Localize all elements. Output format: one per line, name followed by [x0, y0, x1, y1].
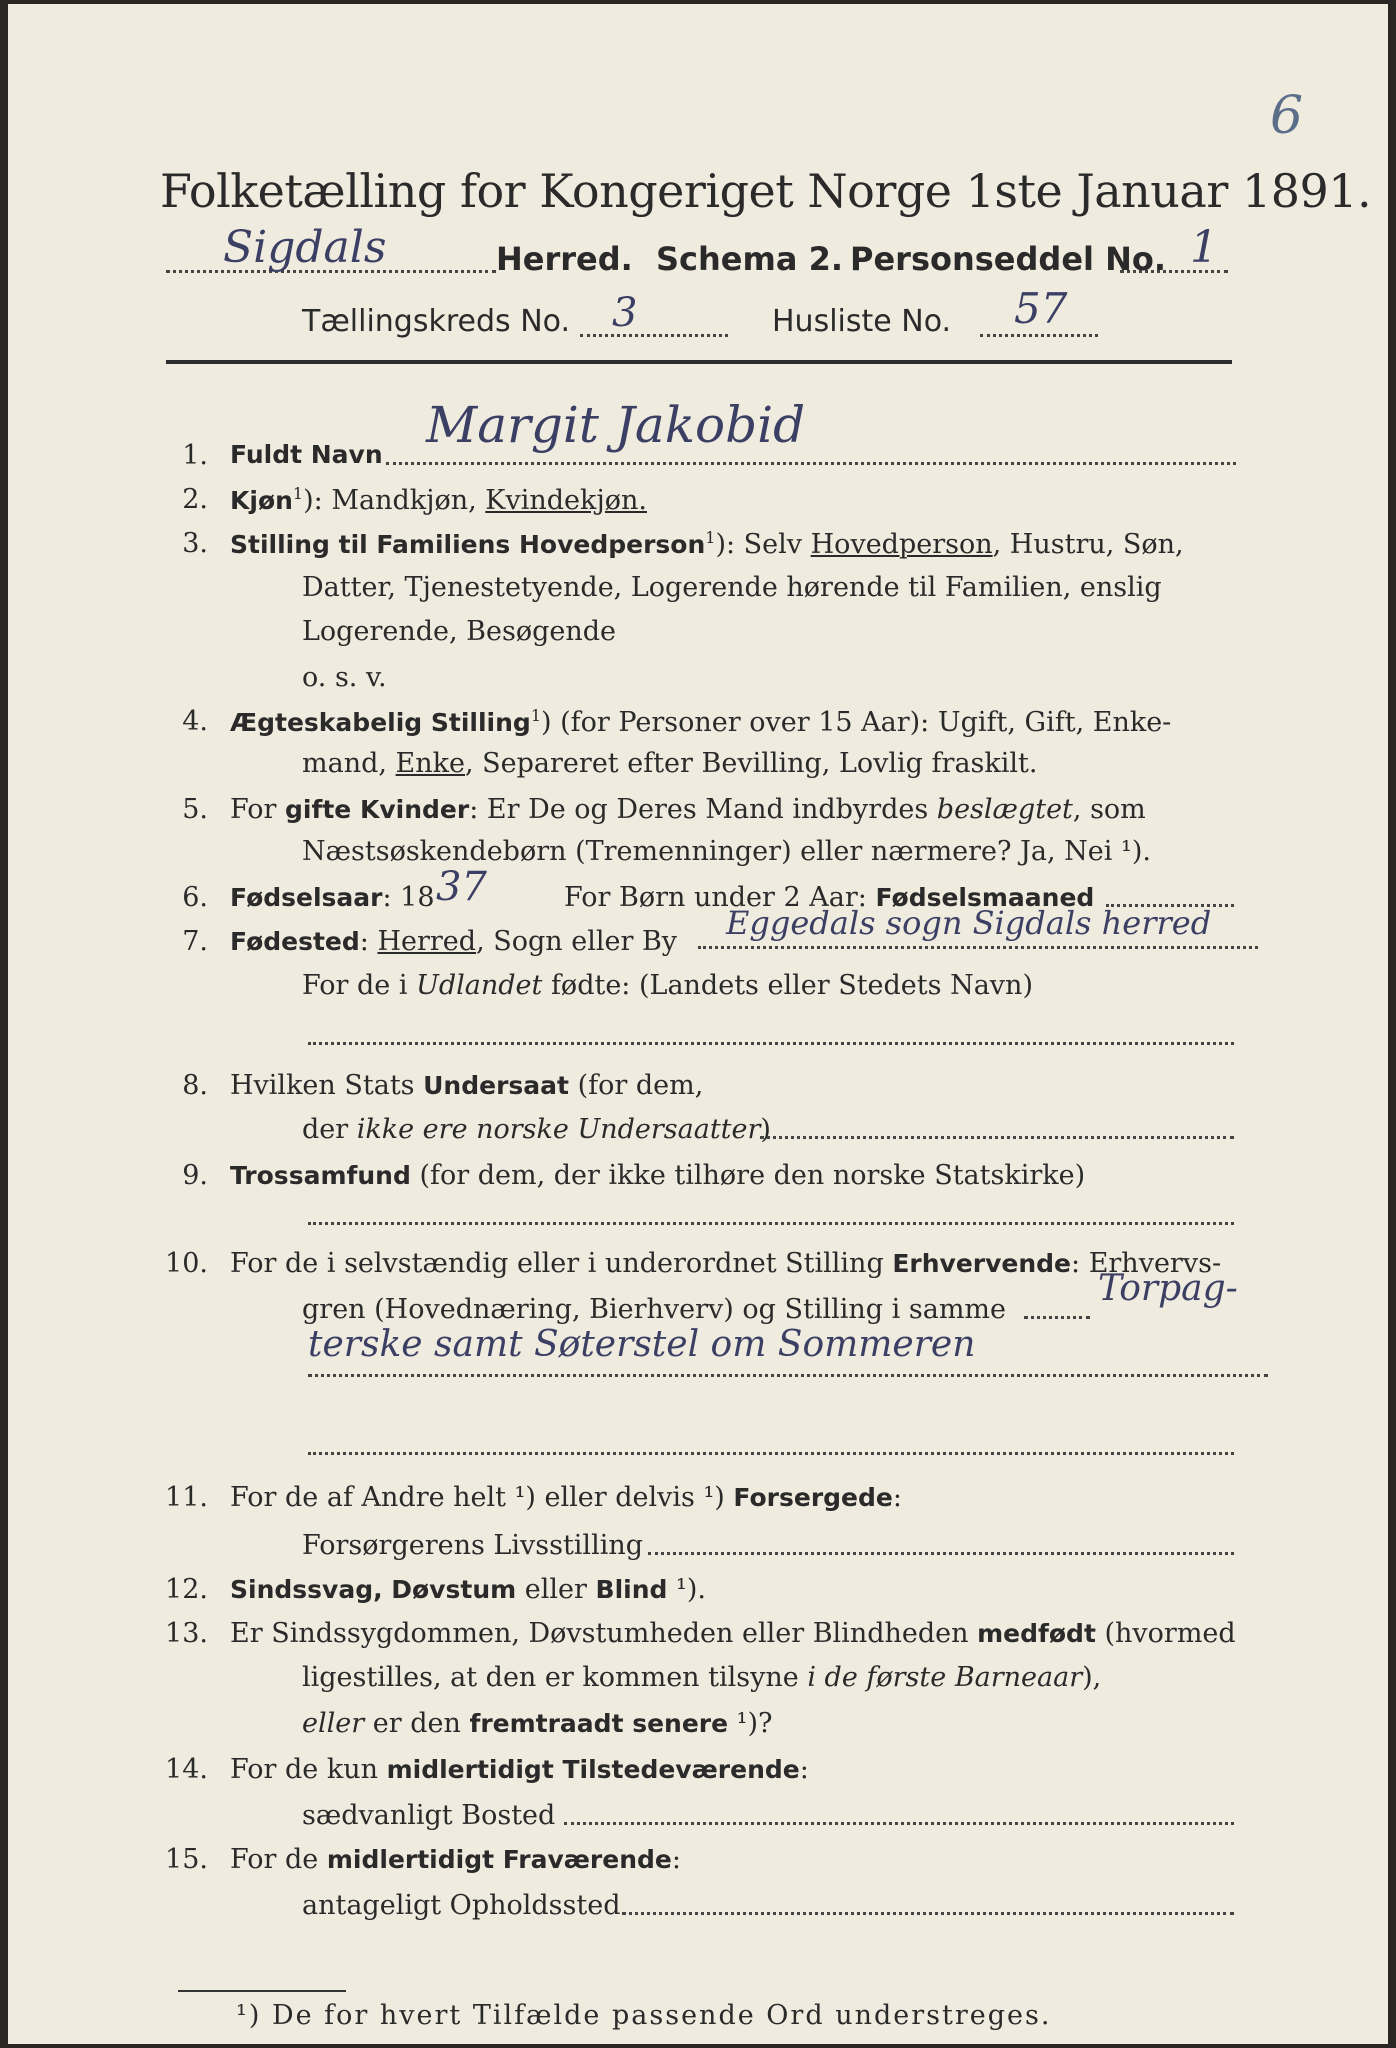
q13-text: Er Sindssygdommen, Døvstumheden eller Blindheden: [230, 1618, 978, 1649]
q15-text: For de: [230, 1844, 327, 1875]
q12-line: [230, 1574, 706, 1605]
q13-number: 13.: [165, 1618, 208, 1649]
q1-number: 1.: [182, 440, 208, 471]
q14-line2: sædvanligt Bosted: [302, 1800, 556, 1831]
q4-marked: Enke: [395, 748, 465, 779]
q7-marked: Herred: [377, 926, 477, 957]
herred-label: Herred.: [496, 240, 633, 278]
q4-line1: [230, 706, 1171, 738]
husliste-value: 57: [1014, 284, 1068, 333]
q3-text-a: ): Selv: [715, 529, 811, 560]
q10-number: 10.: [165, 1248, 208, 1279]
q8-dots: [760, 1136, 1234, 1139]
q5-label: gifte Kvinder: [285, 795, 470, 824]
q13-line3-b: ¹)?: [728, 1708, 773, 1739]
personseddel-label: Personseddel No.: [850, 240, 1167, 278]
q4-text: ) (for Personer over 15 Aar): Ugift, Gift, Enke-: [541, 707, 1172, 738]
q15-dots: [622, 1912, 1234, 1915]
q12-number: 12.: [165, 1574, 208, 1605]
footnote-rule: [178, 1990, 346, 1992]
q2-text: ): Mandkjøn,: [303, 485, 486, 516]
q7-line2: [302, 970, 1033, 1001]
corner-mark: 6: [1270, 86, 1304, 146]
q14-dots: [564, 1822, 1234, 1825]
q3-label: Stilling til Familiens Hovedperson: [230, 530, 706, 559]
q11-line1: [230, 1482, 902, 1513]
q3-line1: [230, 528, 1184, 560]
q3-marked: Hovedperson: [810, 529, 993, 560]
q15-text-b: :: [671, 1844, 681, 1875]
q6-line: [230, 882, 435, 913]
q4-line2-b: , Separeret efter Bevilling, Lovlig fraskilt.: [465, 748, 1038, 779]
q4-line2: [302, 748, 1037, 779]
q1-label: Fuldt Navn: [230, 440, 383, 469]
q8-line2-it: ikke ere norske Undersaatter: [356, 1114, 761, 1145]
q4-label: Ægteskabelig Stilling: [230, 708, 531, 737]
q5-line1: [230, 794, 1146, 825]
q8-line2-a: der: [302, 1114, 357, 1145]
q7-line1: [230, 926, 677, 957]
q2-line: [230, 484, 647, 516]
kreds-label: Tællingskreds No.: [302, 304, 570, 339]
q11-line2: Forsørgerens Livsstilling: [302, 1530, 644, 1561]
q13-line2: [302, 1662, 1101, 1693]
q1-answer: Margit Jakobid: [426, 396, 806, 454]
q13-line3-it: eller: [302, 1708, 365, 1739]
q2-marked: Kvindekjøn.: [485, 485, 647, 516]
census-form-page: [8, 4, 1388, 2044]
q8-text: Hvilken Stats: [230, 1070, 424, 1101]
q13-line2-a: ligestilles, at den er kommen tilsyne: [302, 1662, 808, 1693]
q10-line1: [230, 1248, 1221, 1279]
schema-label: Schema 2.: [656, 240, 843, 278]
q14-line1: [230, 1754, 809, 1785]
q5-line2: Næstsøskendebørn (Tremenninger) eller nærmere? Ja, Nei ¹).: [302, 836, 1151, 867]
q11-text: For de af Andre helt ¹) eller delvis ¹): [230, 1482, 734, 1513]
q10-text: For de i selvstændig eller i underordnet Stilling: [230, 1248, 893, 1279]
q13-line1: [230, 1618, 1236, 1649]
kreds-dots: [580, 334, 728, 337]
q15-line1: [230, 1844, 681, 1875]
q2-sup: 1: [292, 484, 304, 503]
q2-number: 2.: [182, 484, 208, 515]
q8-line2: [302, 1114, 771, 1145]
q12-label2: Blind: [595, 1575, 668, 1604]
q7-dots2: [308, 1042, 1234, 1045]
q3-line4: o. s. v.: [302, 662, 387, 693]
q15-line2: antageligt Opholdssted: [302, 1890, 621, 1921]
kreds-value: 3: [612, 290, 638, 336]
q10-dots2: [308, 1374, 1268, 1377]
q5-text-it: beslægtet: [936, 794, 1073, 825]
q8-label: Undersaat: [423, 1071, 569, 1100]
q15-number: 15.: [165, 1844, 208, 1875]
q15-label: midlertidigt Fraværende: [326, 1845, 672, 1874]
q4-line2-a: mand,: [302, 748, 396, 779]
personseddel-value: 1: [1190, 222, 1218, 273]
q12-text-b: ¹).: [667, 1574, 706, 1605]
q10-text-b: : Erhvervs-: [1071, 1248, 1222, 1279]
husliste-dots: [980, 334, 1098, 337]
q13-label: medfødt: [977, 1619, 1096, 1648]
q6-answer: 37: [436, 864, 487, 910]
q9-number: 9.: [182, 1160, 208, 1191]
herred-value: Sigdals: [223, 222, 387, 273]
q14-number: 14.: [165, 1754, 208, 1785]
q8-line1: [230, 1070, 703, 1101]
q8-text-b: (for dem,: [568, 1070, 704, 1101]
q11-text-b: :: [892, 1482, 902, 1513]
husliste-label: Husliste No.: [772, 304, 952, 339]
q7-label: Fødested: [230, 927, 360, 956]
q13-line2-b: ),: [1082, 1662, 1102, 1693]
q7-line2-a: For de i: [302, 970, 417, 1001]
q3-line3: Logerende, Besøgende: [302, 616, 616, 647]
q13-line3-label: fremtraadt senere: [469, 1709, 729, 1738]
q3-line2: Datter, Tjenestetyende, Logerende hørende til Familien, enslig: [302, 572, 1162, 603]
q11-label: Forsergede: [733, 1483, 893, 1512]
q14-label: midlertidigt Tilstedeværende: [386, 1755, 800, 1784]
q9-text: (for dem, der ikke tilhøre den norske Statskirke): [410, 1160, 1086, 1191]
q8-number: 8.: [182, 1070, 208, 1101]
q6-prefix: : 18: [382, 882, 435, 913]
q7-dots: [698, 946, 1258, 949]
q7-text-a: :: [359, 926, 378, 957]
q1-dots: [386, 462, 1236, 465]
q11-dots: [648, 1552, 1234, 1555]
q3-number: 3.: [182, 528, 208, 559]
q9-line1: [230, 1160, 1085, 1191]
q12-text: eller: [516, 1574, 596, 1605]
q13-line2-it: i de første Barneaar: [807, 1662, 1083, 1693]
q10-dots3: [308, 1452, 1234, 1455]
q13-line3: [302, 1708, 773, 1739]
q8-line2-b: ): [760, 1114, 771, 1145]
q13-line3-a: er den: [364, 1708, 470, 1739]
q10-line2: gren (Hovednæring, Bierhverv) og Stilling i samme: [302, 1294, 1007, 1325]
q5-number: 5.: [182, 794, 208, 825]
q7-answer: Eggedals sogn Sigdals herred: [726, 904, 1212, 942]
q13-text-b: (hvormed: [1095, 1618, 1236, 1649]
q10-answer1: Torpag-: [1098, 1268, 1238, 1309]
q12-label: Sindssvag, Døvstum: [230, 1575, 517, 1604]
q5-text-b: , som: [1072, 794, 1146, 825]
form-title: Folketælling for Kongeriget Norge 1ste Januar 1891.: [160, 164, 1372, 218]
q11-number: 11.: [165, 1482, 208, 1513]
q5-text: : Er De og Deres Mand indbyrdes: [469, 794, 937, 825]
q10-dots: [1024, 1316, 1090, 1319]
q10-label: Erhvervende: [892, 1249, 1072, 1278]
header-rule: [166, 360, 1232, 364]
q7-text-b: , Sogn eller By: [476, 926, 678, 957]
q2-label: Kjøn: [230, 486, 293, 515]
q4-sup: 1: [530, 706, 542, 725]
footnote: ¹) De for hvert Tilfælde passende Ord understreges.: [236, 2000, 1052, 2031]
q5-label-a: For: [230, 794, 286, 825]
q14-text-b: :: [799, 1754, 809, 1785]
q7-number: 7.: [182, 926, 208, 957]
q9-label: Trossamfund: [230, 1161, 411, 1190]
q4-number: 4.: [182, 706, 208, 737]
q7-line2-it: Udlandet: [416, 970, 543, 1001]
q14-text: For de kun: [230, 1754, 387, 1785]
q6-number: 6.: [182, 882, 208, 913]
q6-label: Fødselsaar: [230, 883, 383, 912]
q6-text: For Børn under 2 Aar:: [564, 882, 876, 913]
q3-sup: 1: [705, 528, 716, 547]
q6-label2: Fødselsmaaned: [875, 883, 1095, 912]
q3-text-b: , Hustru, Søn,: [992, 529, 1184, 560]
q7-line2-b: fødte: (Landets eller Stedets Navn): [542, 970, 1033, 1001]
q9-dots: [308, 1222, 1234, 1225]
q10-answer2: terske samt Søterstel om Sommeren: [308, 1324, 976, 1365]
